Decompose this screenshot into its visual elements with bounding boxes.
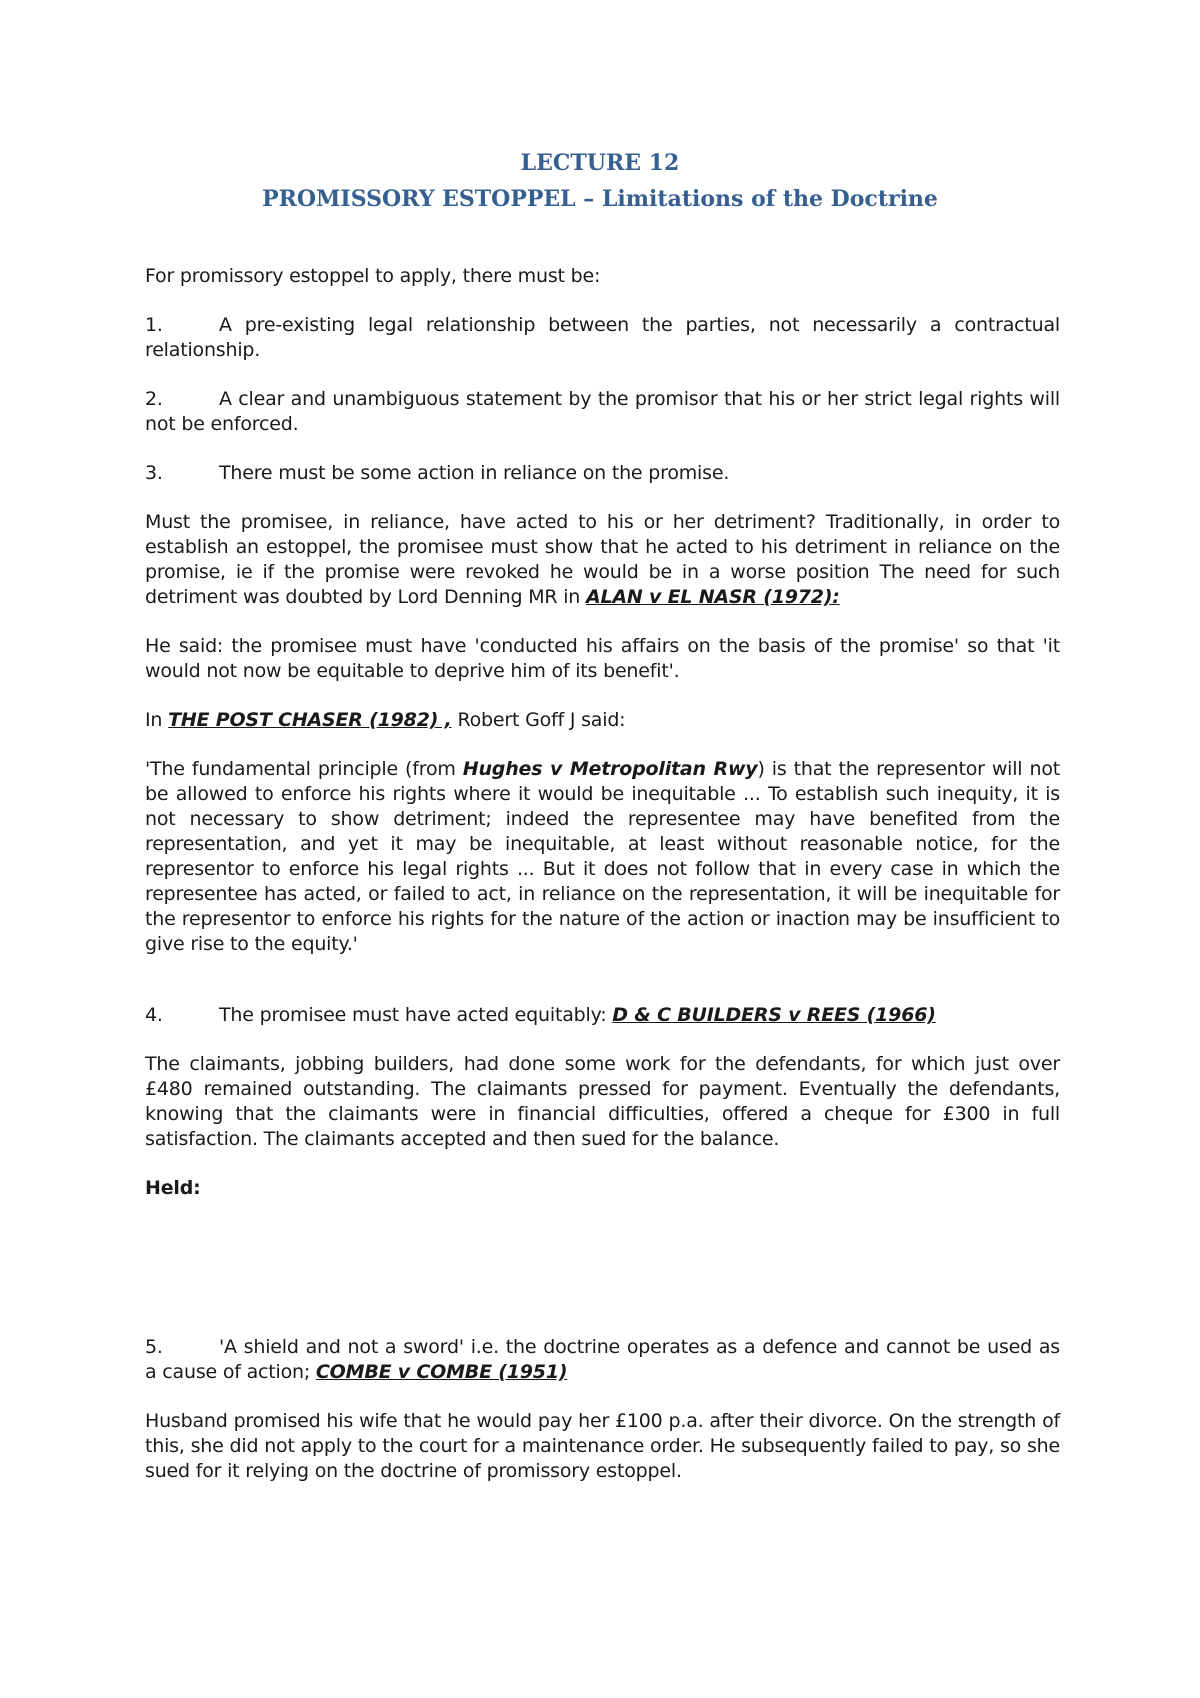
point-4-text: The promisee must have acted equitably:	[219, 1004, 613, 1026]
point-5	[145, 1335, 1060, 1385]
held-label: Held:	[145, 1177, 201, 1199]
point-1-number: 1.	[145, 314, 163, 336]
case-dc-builders-v-rees: D & C BUILDERS v REES (1966)	[612, 1004, 936, 1026]
quote-part-2: ) is that the representor will not be allowed to enforce his rights where it would be inequitable ... To establish such inequity, it is not necessary to show detriment; indeed the representee may have benefited from the representation, and yet it may be inequitable, at least without reasonable notice, for the representor to enforce his legal rights ... But it does not follow that in every case in which the representee has acted, or failed to act, in reliance on the representation, it will be inequitable for the representor to enforce his rights for the nature of the action or inaction may be insufficient to give rise to the equity.'	[145, 758, 1060, 955]
point-2-number: 2.	[145, 388, 163, 410]
dc-builders-facts: The claimants, jobbing builders, had done some work for the defendants, for which just over £480 remained outstanding. The claimants pressed for payment. Eventually the defendants, knowing that the claimants were in financial difficulties, offered a cheque for £300 in full satisfaction. The claimants accepted and then sued for the balance.	[145, 1053, 1060, 1150]
case-combe-v-combe: COMBE v COMBE (1951)	[315, 1361, 568, 1383]
detriment-paragraph	[145, 510, 1060, 610]
point-5-text: 'A shield and not a sword' i.e. the doctrine operates as a defence and cannot be used as a cause of action;	[145, 1336, 1060, 1383]
denning-said-paragraph: He said: the promisee must have 'conducted his affairs on the basis of the promise' so that 'it would not now be equitable to deprive him of its benefit'.	[145, 635, 1060, 682]
post-chaser-suffix: Robert Goff J said:	[451, 709, 626, 731]
lecture-subtitle: PROMISSORY ESTOPPEL – Limitations of the Doctrine	[262, 186, 938, 212]
document-body	[145, 264, 1060, 1508]
point-5-number: 5.	[145, 1336, 163, 1358]
point-1	[145, 313, 1060, 363]
lecture-heading: LECTURE 12	[520, 150, 680, 176]
point-1-text: A pre-existing legal relationship between the parties, not necessarily a contractual relationship.	[145, 314, 1060, 361]
quote-part-1: 'The fundamental principle (from	[145, 758, 463, 780]
point-3-text: There must be some action in reliance on the promise.	[219, 462, 730, 484]
held-blank-space	[145, 1225, 1060, 1335]
case-hughes-v-metropolitan: Hughes v Metropolitan Rwy	[462, 758, 758, 780]
point-4	[145, 1003, 1060, 1028]
combe-facts: Husband promised his wife that he would pay her £100 p.a. after their divorce. On the strength of this, she did not apply to the court for a maintenance order. He subsequently failed to pay, so she sued for it relying on the doctrine of promissory estoppel.	[145, 1410, 1060, 1482]
detriment-text: Must the promisee, in reliance, have acted to his or her detriment? Traditionally, in order to establish an estoppel, the promisee must show that he acted to his detriment in reliance on the promise, ie if the promise were revoked he would be in a worse position The need for such detriment was doubted by Lord Denning MR in	[145, 511, 1060, 608]
point-2	[145, 387, 1060, 437]
intro-paragraph: For promissory estoppel to apply, there must be:	[145, 265, 601, 287]
point-3-number: 3.	[145, 462, 163, 484]
case-post-chaser: THE POST CHASER (1982) ,	[168, 709, 452, 731]
case-alan-v-el-nasr: ALAN v EL NASR (1972):	[585, 586, 840, 608]
post-chaser-paragraph	[145, 708, 1060, 733]
goff-quote-paragraph	[145, 757, 1060, 957]
post-chaser-prefix: In	[145, 709, 169, 731]
point-2-text: A clear and unambiguous statement by the promisor that his or her strict legal rights will not be enforced.	[145, 388, 1060, 435]
point-3	[145, 461, 1060, 486]
point-4-number: 4.	[145, 1004, 163, 1026]
